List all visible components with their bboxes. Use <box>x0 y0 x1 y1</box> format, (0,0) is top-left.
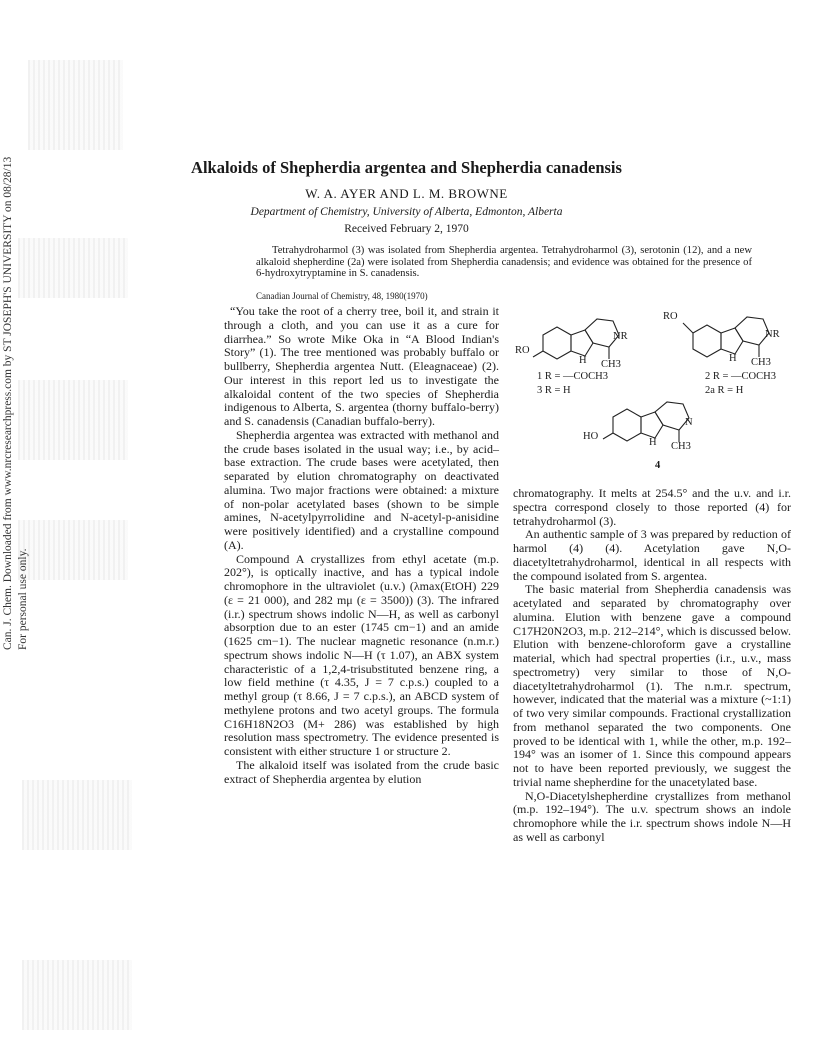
download-notice-line2: For personal use only. <box>17 548 29 650</box>
article-citation: Canadian Journal of Chemistry, 48, 1980(1970) <box>256 291 428 301</box>
article-affiliation: Department of Chemistry, University of Alberta, Edmonton, Alberta <box>250 206 563 218</box>
scan-noise <box>18 520 128 580</box>
structure-3-label: 3 R = H <box>537 385 571 396</box>
download-notice-line1: Can. J. Chem. Downloaded from www.nrcresearchpress.com by ST JOSEPH'S UNIVERSITY on 08/28/13 <box>2 156 14 650</box>
article-abstract: Tetrahydroharmol (3) was isolated from Shepherdia argentea. Tetrahydroharmol (3), serotonin (12), and a new alkaloid shepherdine (2a) were isolated from Shepherdia canadensis; and evidence was obtained for the presence of 6-hydroxytryptamine in S. canadensis. <box>256 245 752 280</box>
article-authors: W. A. AYER AND L. M. BROWNE <box>305 186 508 201</box>
nh-label: H <box>579 355 587 366</box>
ch3-label: CH3 <box>601 359 621 370</box>
paragraph: “You take the root of a cherry tree, boil it, and strain it through a cloth, and you can use it as a cure for diarrhea.” So wrote Mike Oka in “A Blood Indian's Story” (1). The tree mentioned was probably buffalo or bullberry, Shepherdia argentea Nutt. (Eleagnaceae) (2). Our interest in this report led us to investigate the alkaloidal content of the two species of Shepherdia indigenous to Alberta, S. argentea (thorny buffalo-berry) and S. canadensis (Canadian buffalo-berry). <box>224 304 499 428</box>
structure-2a-label: 2a R = H <box>705 385 744 396</box>
ch3-label: CH3 <box>671 441 691 452</box>
scan-noise <box>28 60 123 150</box>
benzene-ring <box>543 327 571 359</box>
paragraph: Compound A crystallizes from ethyl acetate (m.p. 202°), is optically inactive, and has a typical indole chromophore in the ultraviolet (u.v.) (λmax(EtOH) 229 (ε = 21 000), and 282 mμ (ε = 3500)) (3). The infrared (i.r.) spectrum shows indolic N—H, as well as carbonyl absorption due to an ester (1745 cm−1) and an amide (1625 cm−1). The nuclear magnetic resonance (n.m.r.) spectrum shows indolic N—H (τ 1.07), an ABX system characteristic of a 1,2,4-trisubstituted benzene ring, a low field methine (τ 4.35, J = 7 c.p.s.) coupled to a methyl group (τ 8.66, J = 7 c.p.s.), an ABCD system of methylene protons and two acetyl groups. The formula C16H18N2O3 (M+ 286) was established by high resolution mass spectrometry. The evidence presented is consistent with either structure 1 or structure 2. <box>224 551 499 758</box>
ho-label: HO <box>583 431 599 442</box>
pyrrole-ring <box>641 412 663 438</box>
paragraph: The alkaloid itself was isolated from the crude basic extract of Shepherdia argentea by elution <box>224 757 499 786</box>
pyridine-n-label: N <box>685 417 693 428</box>
pyrrole-ring <box>721 328 743 354</box>
paragraph: Shepherdia argentea was extracted with methanol and the crude bases isolated in the usual way; i.e., by acid–base extraction. The crude bases were acetylated, then separated by elution chromatography on deactivated alumina. Two major fractions were obtained: a mixture of non-polar acetylated bases (shown to be simple amines, N-acetylpyrrolidine and N-acetyl-p-anisidine were positively identified) and a crystalline compound (A). <box>224 427 499 552</box>
scan-noise <box>22 960 132 1030</box>
paragraph: The basic material from Shepherdia canadensis was acetylated and separated by chromatography over alumina. Elution with benzene gave a compound C17H20N2O3, m.p. 212–214°, which is discussed below. Elution with benzene-chloroform gave a crystalline material, which had spectral properties (i.r., u.v., mass spectrometry) very similar to those of N,O-diacetyltetrahydroharmol (1). The n.m.r. spectrum, however, indicated that the material was a mixture (~1:1) of two very similar compounds. Fractional crystallization from methanol separated the two components. One proved to be identical with 1, while the other, m.p. 192–194° was an isomer of 1. Since this compound appears not to have been reported previously, we suggest the trivial name shepherdine for the unacetylated base. <box>513 582 791 789</box>
scan-noise <box>18 380 128 460</box>
ch3-label: CH3 <box>751 357 771 368</box>
benzene-ring <box>613 409 641 441</box>
left-column <box>224 305 499 786</box>
structure-2-label: 2 R = —COCH3 <box>705 371 776 382</box>
right-column <box>513 487 791 845</box>
structure-4-label: 4 <box>655 460 661 471</box>
pyrrole-ring <box>571 330 593 356</box>
article-received-date: Received February 2, 1970 <box>344 223 469 235</box>
nh-label: H <box>649 437 657 448</box>
ro-label: RO <box>515 345 530 356</box>
pyridine-ring <box>655 402 689 430</box>
article-title: Alkaloids of Shepherdia argentea and Shepherdia canadensis <box>191 158 622 177</box>
paragraph: N,O-Diacetylshepherdine crystallizes from methanol (m.p. 192–194°). The u.v. spectrum shows an indole chromophore while the i.r. spectrum shows indole N—H as well as carbonyl <box>513 788 791 844</box>
scan-noise <box>22 780 132 850</box>
benzene-ring <box>693 325 721 357</box>
piperidine-ring <box>735 317 769 345</box>
scan-noise <box>18 238 128 298</box>
nh-label: H <box>729 353 737 364</box>
paragraph: chromatography. It melts at 254.5° and the u.v. and i.r. spectra correspond closely to those reported (4) for tetrahydroharmol (3). <box>513 486 791 528</box>
chemical-structures-figure <box>513 305 793 485</box>
paragraph: An authentic sample of 3 was prepared by reduction of harmol (4) (4). Acetylation gave N,O-diacetyltetrahydroharmol, identical in all respects with the compound isolated from S. argentea. <box>513 527 791 583</box>
ro-label: RO <box>663 311 678 322</box>
structure-1-label: 1 R = —COCH3 <box>537 371 608 382</box>
nr-label: NR <box>613 331 628 342</box>
nr-label: NR <box>765 329 780 340</box>
download-notice <box>2 156 32 650</box>
